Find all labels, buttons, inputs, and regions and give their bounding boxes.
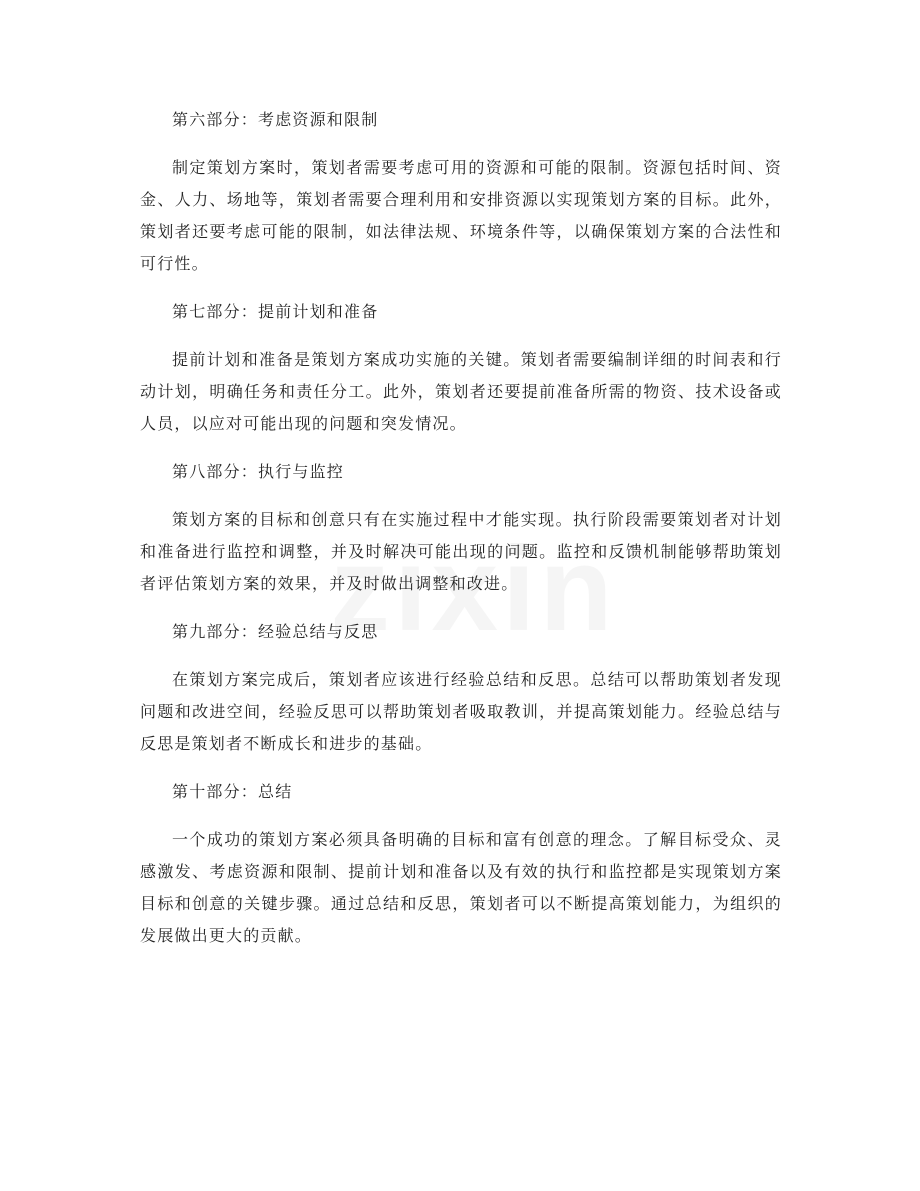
section-paragraph: 提前计划和准备是策划方案成功实施的关键。策划者需要编制详细的时间表和行动计划，明确任务和责任分工。此外，策划者还要提前准备所需的物资、技术设备或人员，以应对可能出现的问题和突发情况。 [140, 350, 782, 433]
section-6 [140, 104, 782, 280]
section-paragraph: 在策划方案完成后，策划者应该进行经验总结和反思。总结可以帮助策划者发现问题和改进空间，经验反思可以帮助策划者吸取教训，并提高策划能力。经验总结与反思是策划者不断成长和进步的基础。 [140, 670, 782, 753]
section-paragraph: 策划方案的目标和创意只有在实施过程中才能实现。执行阶段需要策划者对计划和准备进行监控和调整，并及时解决可能出现的问题。监控和反馈机制能够帮助策划者评估策划方案的效果，并及时做出调整和改进。 [140, 510, 782, 593]
section-heading: 第八部分：执行与监控 [172, 462, 345, 481]
section-8 [140, 456, 782, 600]
section-heading: 第十部分：总结 [172, 782, 293, 801]
section-9 [140, 616, 782, 760]
section-paragraph: 一个成功的策划方案必须具备明确的目标和富有创意的理念。了解目标受众、灵感激发、考虑资源和限制、提前计划和准备以及有效的执行和监控都是实现策划方案目标和创意的关键步骤。通过总结和反思，策划者可以不断提高策划能力，为组织的发展做出更大的贡献。 [140, 830, 782, 945]
document-page [140, 104, 782, 968]
section-7 [140, 296, 782, 440]
section-10 [140, 776, 782, 952]
section-heading: 第六部分：考虑资源和限制 [172, 110, 379, 129]
section-heading: 第九部分：经验总结与反思 [172, 622, 379, 641]
section-paragraph: 制定策划方案时，策划者需要考虑可用的资源和可能的限制。资源包括时间、资金、人力、场地等，策划者需要合理利用和安排资源以实现策划方案的目标。此外，策划者还要考虑可能的限制，如法律法规、环境条件等，以确保策划方案的合法性和可行性。 [140, 158, 782, 273]
section-heading: 第七部分：提前计划和准备 [172, 302, 379, 321]
